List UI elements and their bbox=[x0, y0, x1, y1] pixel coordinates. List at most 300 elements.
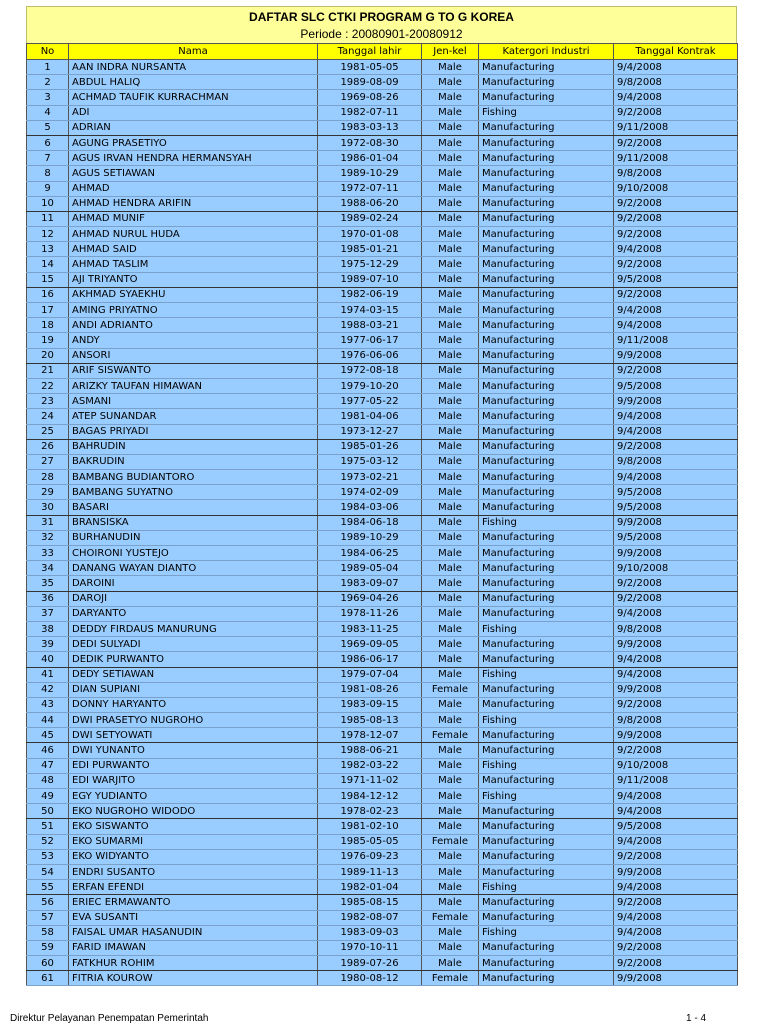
gender: Male bbox=[422, 697, 479, 712]
industry-category: Manufacturing bbox=[479, 910, 614, 925]
contract-date: 9/4/2008 bbox=[614, 470, 738, 485]
industry-category: Manufacturing bbox=[479, 652, 614, 667]
worker-name: ERIEC ERMAWANTO bbox=[69, 895, 318, 910]
table-row bbox=[27, 60, 738, 75]
birth-date: 1969-04-26 bbox=[318, 591, 422, 606]
row-number: 15 bbox=[27, 272, 69, 287]
contract-date: 9/8/2008 bbox=[614, 713, 738, 728]
contract-date: 9/4/2008 bbox=[614, 90, 738, 105]
contract-date: 9/10/2008 bbox=[614, 181, 738, 196]
contract-date: 9/8/2008 bbox=[614, 166, 738, 181]
worker-name: FATKHUR ROHIM bbox=[69, 956, 318, 971]
gender: Male bbox=[422, 895, 479, 910]
worker-name: DAROINI bbox=[69, 576, 318, 591]
row-number: 2 bbox=[27, 75, 69, 90]
contract-date: 9/2/2008 bbox=[614, 211, 738, 226]
page-footer bbox=[10, 1013, 710, 1024]
row-number: 4 bbox=[27, 105, 69, 120]
industry-category: Manufacturing bbox=[479, 485, 614, 500]
column-header-name: Nama bbox=[69, 44, 318, 60]
row-number: 34 bbox=[27, 561, 69, 576]
contract-date: 9/5/2008 bbox=[614, 819, 738, 834]
table-row bbox=[27, 272, 738, 287]
gender: Male bbox=[422, 546, 479, 561]
worker-name: DWI YUNANTO bbox=[69, 743, 318, 758]
worker-name: EVA SUSANTI bbox=[69, 910, 318, 925]
contract-date: 9/10/2008 bbox=[614, 561, 738, 576]
row-number: 39 bbox=[27, 637, 69, 652]
industry-category: Manufacturing bbox=[479, 530, 614, 545]
birth-date: 1985-08-15 bbox=[318, 895, 422, 910]
gender: Male bbox=[422, 621, 479, 636]
table-row bbox=[27, 880, 738, 895]
gender: Male bbox=[422, 394, 479, 409]
industry-category: Fishing bbox=[479, 758, 614, 773]
gender: Male bbox=[422, 500, 479, 515]
worker-name: FITRIA KOUROW bbox=[69, 971, 318, 986]
table-row bbox=[27, 378, 738, 393]
worker-name: BAMBANG SUYATNO bbox=[69, 485, 318, 500]
industry-category: Manufacturing bbox=[479, 272, 614, 287]
row-number: 26 bbox=[27, 439, 69, 454]
table-row bbox=[27, 652, 738, 667]
worker-name: BAKRUDIN bbox=[69, 454, 318, 469]
table-row bbox=[27, 151, 738, 166]
industry-category: Manufacturing bbox=[479, 60, 614, 75]
birth-date: 1988-06-21 bbox=[318, 743, 422, 758]
page-number: 1 - 4 bbox=[686, 1013, 707, 1024]
birth-date: 1974-02-09 bbox=[318, 485, 422, 500]
contract-date: 9/8/2008 bbox=[614, 75, 738, 90]
birth-date: 1989-07-10 bbox=[318, 272, 422, 287]
worker-name: BRANSISKA bbox=[69, 515, 318, 530]
worker-name: ATEP SUNANDAR bbox=[69, 409, 318, 424]
table-row bbox=[27, 591, 738, 606]
industry-category: Manufacturing bbox=[479, 242, 614, 257]
gender: Male bbox=[422, 272, 479, 287]
table-row bbox=[27, 819, 738, 834]
industry-category: Fishing bbox=[479, 105, 614, 120]
birth-date: 1983-09-15 bbox=[318, 697, 422, 712]
table-row bbox=[27, 166, 738, 181]
gender: Male bbox=[422, 925, 479, 940]
table-row bbox=[27, 758, 738, 773]
table-row bbox=[27, 971, 738, 986]
contract-date: 9/9/2008 bbox=[614, 728, 738, 743]
birth-date: 1981-05-05 bbox=[318, 60, 422, 75]
worker-name: EDI PURWANTO bbox=[69, 758, 318, 773]
row-number: 55 bbox=[27, 880, 69, 895]
contract-date: 9/4/2008 bbox=[614, 318, 738, 333]
table-row bbox=[27, 470, 738, 485]
column-header-birthdate: Tanggal lahir bbox=[318, 44, 422, 60]
contract-date: 9/5/2008 bbox=[614, 530, 738, 545]
table-row bbox=[27, 181, 738, 196]
row-number: 46 bbox=[27, 743, 69, 758]
contract-date: 9/4/2008 bbox=[614, 652, 738, 667]
birth-date: 1982-07-11 bbox=[318, 105, 422, 120]
row-number: 37 bbox=[27, 606, 69, 621]
industry-category: Manufacturing bbox=[479, 773, 614, 788]
row-number: 14 bbox=[27, 257, 69, 272]
table-header-row bbox=[27, 44, 738, 60]
row-number: 44 bbox=[27, 713, 69, 728]
birth-date: 1986-01-04 bbox=[318, 151, 422, 166]
row-number: 24 bbox=[27, 409, 69, 424]
worker-name: ADRIAN bbox=[69, 120, 318, 135]
gender: Male bbox=[422, 318, 479, 333]
contract-date: 9/11/2008 bbox=[614, 333, 738, 348]
industry-category: Fishing bbox=[479, 621, 614, 636]
row-number: 12 bbox=[27, 227, 69, 242]
birth-date: 1979-10-20 bbox=[318, 378, 422, 393]
birth-date: 1975-03-12 bbox=[318, 454, 422, 469]
birth-date: 1982-08-07 bbox=[318, 910, 422, 925]
contract-date: 9/9/2008 bbox=[614, 515, 738, 530]
contract-date: 9/2/2008 bbox=[614, 105, 738, 120]
row-number: 54 bbox=[27, 864, 69, 879]
gender: Male bbox=[422, 151, 479, 166]
birth-date: 1989-02-24 bbox=[318, 211, 422, 226]
birth-date: 1972-08-18 bbox=[318, 363, 422, 378]
birth-date: 1989-10-29 bbox=[318, 530, 422, 545]
gender: Male bbox=[422, 303, 479, 318]
row-number: 43 bbox=[27, 697, 69, 712]
industry-category: Manufacturing bbox=[479, 75, 614, 90]
industry-category: Manufacturing bbox=[479, 591, 614, 606]
table-row bbox=[27, 910, 738, 925]
worker-name: DEDDY FIRDAUS MANURUNG bbox=[69, 621, 318, 636]
row-number: 20 bbox=[27, 348, 69, 363]
table-row bbox=[27, 196, 738, 211]
table-row bbox=[27, 394, 738, 409]
row-number: 42 bbox=[27, 682, 69, 697]
table-row bbox=[27, 409, 738, 424]
industry-category: Manufacturing bbox=[479, 181, 614, 196]
contract-date: 9/4/2008 bbox=[614, 242, 738, 257]
birth-date: 1981-02-10 bbox=[318, 819, 422, 834]
worker-name: EKO SISWANTO bbox=[69, 819, 318, 834]
row-number: 10 bbox=[27, 196, 69, 211]
row-number: 47 bbox=[27, 758, 69, 773]
table-row bbox=[27, 743, 738, 758]
row-number: 18 bbox=[27, 318, 69, 333]
contract-date: 9/2/2008 bbox=[614, 743, 738, 758]
contract-date: 9/4/2008 bbox=[614, 303, 738, 318]
table-row bbox=[27, 454, 738, 469]
birth-date: 1986-06-17 bbox=[318, 652, 422, 667]
gender: Male bbox=[422, 880, 479, 895]
gender: Male bbox=[422, 530, 479, 545]
row-number: 28 bbox=[27, 470, 69, 485]
gender: Female bbox=[422, 728, 479, 743]
table-row bbox=[27, 697, 738, 712]
industry-category: Manufacturing bbox=[479, 606, 614, 621]
industry-category: Manufacturing bbox=[479, 363, 614, 378]
gender: Male bbox=[422, 652, 479, 667]
footer-directorate: Direktur Pelayanan Penempatan Pemerintah bbox=[10, 1013, 209, 1024]
table-row bbox=[27, 940, 738, 955]
gender: Male bbox=[422, 227, 479, 242]
row-number: 22 bbox=[27, 378, 69, 393]
gender: Male bbox=[422, 470, 479, 485]
worker-name: BAHRUDIN bbox=[69, 439, 318, 454]
gender: Male bbox=[422, 181, 479, 196]
industry-category: Manufacturing bbox=[479, 637, 614, 652]
row-number: 7 bbox=[27, 151, 69, 166]
row-number: 53 bbox=[27, 849, 69, 864]
industry-category: Manufacturing bbox=[479, 409, 614, 424]
worker-name: EKO WIDYANTO bbox=[69, 849, 318, 864]
contract-date: 9/2/2008 bbox=[614, 849, 738, 864]
industry-category: Manufacturing bbox=[479, 697, 614, 712]
birth-date: 1982-01-04 bbox=[318, 880, 422, 895]
contract-date: 9/9/2008 bbox=[614, 546, 738, 561]
industry-category: Manufacturing bbox=[479, 895, 614, 910]
row-number: 45 bbox=[27, 728, 69, 743]
birth-date: 1984-12-12 bbox=[318, 789, 422, 804]
gender: Male bbox=[422, 424, 479, 439]
birth-date: 1970-10-11 bbox=[318, 940, 422, 955]
contract-date: 9/10/2008 bbox=[614, 758, 738, 773]
column-header-no: No bbox=[27, 44, 69, 60]
column-header-industry: Katergori Industri bbox=[479, 44, 614, 60]
gender: Male bbox=[422, 454, 479, 469]
table-row bbox=[27, 956, 738, 971]
worker-name: ASMANI bbox=[69, 394, 318, 409]
row-number: 48 bbox=[27, 773, 69, 788]
worker-name: DWI PRASETYO NUGROHO bbox=[69, 713, 318, 728]
industry-category: Manufacturing bbox=[479, 834, 614, 849]
title-block bbox=[26, 6, 737, 43]
contract-date: 9/2/2008 bbox=[614, 956, 738, 971]
table-row bbox=[27, 637, 738, 652]
birth-date: 1976-06-06 bbox=[318, 348, 422, 363]
table-row bbox=[27, 227, 738, 242]
gender: Male bbox=[422, 242, 479, 257]
birth-date: 1980-08-12 bbox=[318, 971, 422, 986]
row-number: 32 bbox=[27, 530, 69, 545]
row-number: 33 bbox=[27, 546, 69, 561]
industry-category: Manufacturing bbox=[479, 728, 614, 743]
industry-category: Manufacturing bbox=[479, 303, 614, 318]
contract-date: 9/4/2008 bbox=[614, 60, 738, 75]
contract-date: 9/8/2008 bbox=[614, 621, 738, 636]
birth-date: 1983-09-03 bbox=[318, 925, 422, 940]
table-row bbox=[27, 834, 738, 849]
contract-date: 9/2/2008 bbox=[614, 287, 738, 302]
row-number: 23 bbox=[27, 394, 69, 409]
birth-date: 1982-06-19 bbox=[318, 287, 422, 302]
contract-date: 9/4/2008 bbox=[614, 925, 738, 940]
birth-date: 1972-07-11 bbox=[318, 181, 422, 196]
row-number: 35 bbox=[27, 576, 69, 591]
row-number: 52 bbox=[27, 834, 69, 849]
contract-date: 9/9/2008 bbox=[614, 637, 738, 652]
worker-name: AJI TRIYANTO bbox=[69, 272, 318, 287]
worker-name: DONNY HARYANTO bbox=[69, 697, 318, 712]
row-number: 9 bbox=[27, 181, 69, 196]
industry-category: Manufacturing bbox=[479, 743, 614, 758]
gender: Male bbox=[422, 940, 479, 955]
worker-name: ANDI ADRIANTO bbox=[69, 318, 318, 333]
industry-category: Manufacturing bbox=[479, 819, 614, 834]
contract-date: 9/4/2008 bbox=[614, 667, 738, 682]
gender: Male bbox=[422, 758, 479, 773]
row-number: 3 bbox=[27, 90, 69, 105]
birth-date: 1984-06-25 bbox=[318, 546, 422, 561]
worker-name: DIAN SUPIANI bbox=[69, 682, 318, 697]
birth-date: 1981-08-26 bbox=[318, 682, 422, 697]
document-title: DAFTAR SLC CTKI PROGRAM G TO G KOREA bbox=[249, 10, 514, 24]
worker-name: ADI bbox=[69, 105, 318, 120]
industry-category: Manufacturing bbox=[479, 454, 614, 469]
row-number: 31 bbox=[27, 515, 69, 530]
industry-category: Manufacturing bbox=[479, 470, 614, 485]
birth-date: 1970-01-08 bbox=[318, 227, 422, 242]
birth-date: 1971-11-02 bbox=[318, 773, 422, 788]
birth-date: 1989-08-09 bbox=[318, 75, 422, 90]
contract-date: 9/5/2008 bbox=[614, 378, 738, 393]
table-row bbox=[27, 135, 738, 150]
gender: Male bbox=[422, 196, 479, 211]
industry-category: Fishing bbox=[479, 789, 614, 804]
row-number: 29 bbox=[27, 485, 69, 500]
worker-name: AHMAD bbox=[69, 181, 318, 196]
gender: Male bbox=[422, 135, 479, 150]
gender: Male bbox=[422, 378, 479, 393]
industry-category: Manufacturing bbox=[479, 166, 614, 181]
birth-date: 1983-11-25 bbox=[318, 621, 422, 636]
table-row bbox=[27, 667, 738, 682]
contract-date: 9/4/2008 bbox=[614, 804, 738, 819]
period-label: Periode : 20080901-20080912 bbox=[300, 27, 463, 41]
table-row bbox=[27, 713, 738, 728]
contract-date: 9/5/2008 bbox=[614, 272, 738, 287]
industry-category: Fishing bbox=[479, 515, 614, 530]
worker-name: AHMAD TASLIM bbox=[69, 257, 318, 272]
birth-date: 1983-09-07 bbox=[318, 576, 422, 591]
table-row bbox=[27, 864, 738, 879]
column-header-gender: Jen-kel bbox=[422, 44, 479, 60]
gender: Male bbox=[422, 743, 479, 758]
gender: Male bbox=[422, 804, 479, 819]
row-number: 61 bbox=[27, 971, 69, 986]
row-number: 38 bbox=[27, 621, 69, 636]
contract-date: 9/2/2008 bbox=[614, 135, 738, 150]
worker-name: EGY YUDIANTO bbox=[69, 789, 318, 804]
contract-date: 9/4/2008 bbox=[614, 834, 738, 849]
worker-name: ANSORI bbox=[69, 348, 318, 363]
industry-category: Manufacturing bbox=[479, 849, 614, 864]
industry-category: Manufacturing bbox=[479, 333, 614, 348]
contract-date: 9/2/2008 bbox=[614, 227, 738, 242]
contract-date: 9/2/2008 bbox=[614, 439, 738, 454]
table-row bbox=[27, 75, 738, 90]
row-number: 6 bbox=[27, 135, 69, 150]
row-number: 59 bbox=[27, 940, 69, 955]
worker-name: ENDRI SUSANTO bbox=[69, 864, 318, 879]
gender: Male bbox=[422, 773, 479, 788]
industry-category: Manufacturing bbox=[479, 424, 614, 439]
birth-date: 1972-08-30 bbox=[318, 135, 422, 150]
contract-date: 9/2/2008 bbox=[614, 940, 738, 955]
worker-name: EDI WARJITO bbox=[69, 773, 318, 788]
worker-name: BAGAS PRIYADI bbox=[69, 424, 318, 439]
gender: Male bbox=[422, 849, 479, 864]
row-number: 57 bbox=[27, 910, 69, 925]
gender: Male bbox=[422, 166, 479, 181]
gender: Male bbox=[422, 287, 479, 302]
worker-name: ACHMAD TAUFIK KURRACHMAN bbox=[69, 90, 318, 105]
contract-date: 9/5/2008 bbox=[614, 485, 738, 500]
row-number: 40 bbox=[27, 652, 69, 667]
table-row bbox=[27, 105, 738, 120]
gender: Male bbox=[422, 60, 479, 75]
birth-date: 1985-01-21 bbox=[318, 242, 422, 257]
contract-date: 9/11/2008 bbox=[614, 773, 738, 788]
industry-category: Manufacturing bbox=[479, 971, 614, 986]
gender: Male bbox=[422, 105, 479, 120]
birth-date: 1989-11-13 bbox=[318, 864, 422, 879]
industry-category: Manufacturing bbox=[479, 211, 614, 226]
worker-name: AMING PRIYATNO bbox=[69, 303, 318, 318]
table-row bbox=[27, 363, 738, 378]
gender: Male bbox=[422, 257, 479, 272]
table-row bbox=[27, 90, 738, 105]
industry-category: Manufacturing bbox=[479, 257, 614, 272]
row-number: 1 bbox=[27, 60, 69, 75]
industry-category: Manufacturing bbox=[479, 546, 614, 561]
worker-name: BAMBANG BUDIANTORO bbox=[69, 470, 318, 485]
row-number: 17 bbox=[27, 303, 69, 318]
contract-date: 9/4/2008 bbox=[614, 789, 738, 804]
row-number: 49 bbox=[27, 789, 69, 804]
industry-category: Manufacturing bbox=[479, 394, 614, 409]
contract-date: 9/9/2008 bbox=[614, 864, 738, 879]
contract-date: 9/4/2008 bbox=[614, 880, 738, 895]
table-row bbox=[27, 925, 738, 940]
worker-name: DEDIK PURWANTO bbox=[69, 652, 318, 667]
contract-date: 9/11/2008 bbox=[614, 151, 738, 166]
row-number: 27 bbox=[27, 454, 69, 469]
industry-category: Manufacturing bbox=[479, 500, 614, 515]
worker-name: AHMAD MUNIF bbox=[69, 211, 318, 226]
worker-name: CHOIRONI YUSTEJO bbox=[69, 546, 318, 561]
row-number: 25 bbox=[27, 424, 69, 439]
contract-date: 9/2/2008 bbox=[614, 697, 738, 712]
gender: Male bbox=[422, 864, 479, 879]
gender: Female bbox=[422, 971, 479, 986]
row-number: 50 bbox=[27, 804, 69, 819]
table-row bbox=[27, 424, 738, 439]
industry-category: Manufacturing bbox=[479, 804, 614, 819]
birth-date: 1982-03-22 bbox=[318, 758, 422, 773]
table-row bbox=[27, 257, 738, 272]
gender: Male bbox=[422, 606, 479, 621]
table-row bbox=[27, 303, 738, 318]
row-number: 36 bbox=[27, 591, 69, 606]
industry-category: Manufacturing bbox=[479, 135, 614, 150]
table-row bbox=[27, 789, 738, 804]
gender: Male bbox=[422, 409, 479, 424]
birth-date: 1985-01-26 bbox=[318, 439, 422, 454]
birth-date: 1974-03-15 bbox=[318, 303, 422, 318]
worker-name: DEDY SETIAWAN bbox=[69, 667, 318, 682]
gender: Male bbox=[422, 591, 479, 606]
industry-category: Manufacturing bbox=[479, 682, 614, 697]
table-row bbox=[27, 530, 738, 545]
